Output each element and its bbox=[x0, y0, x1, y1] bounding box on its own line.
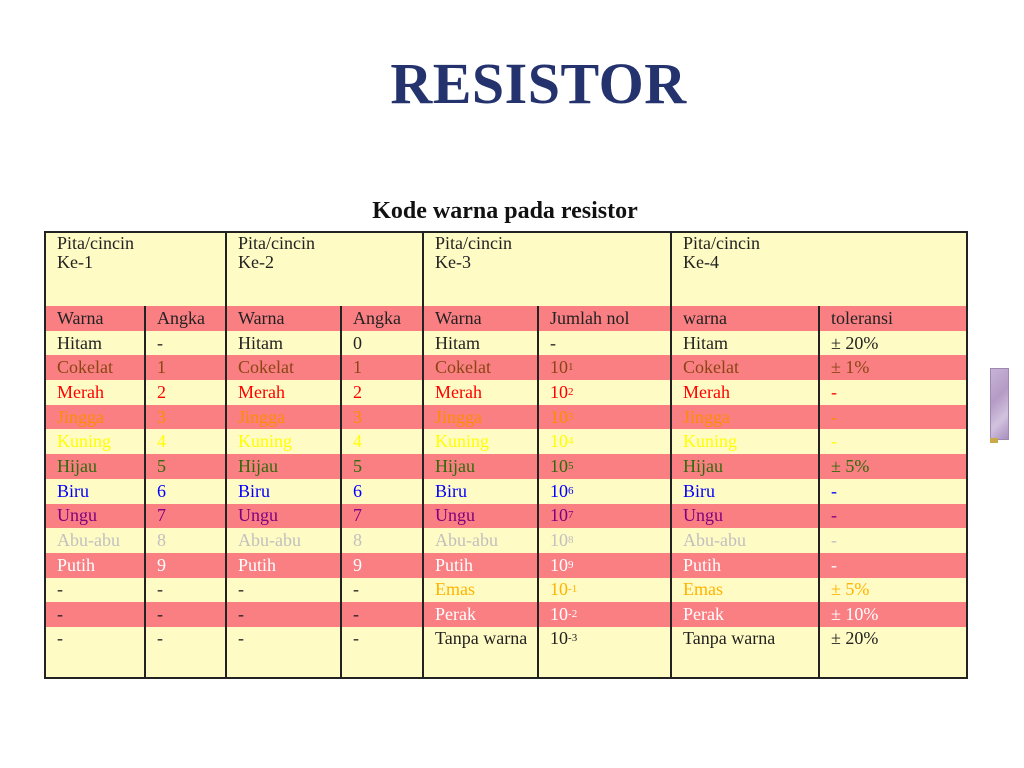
table-cell bbox=[45, 504, 145, 529]
table-cell bbox=[45, 429, 145, 454]
cell-text: Hijau bbox=[435, 456, 476, 477]
column-header: Angka bbox=[145, 306, 226, 331]
column-header: Warna bbox=[45, 306, 145, 331]
band-group-3 bbox=[423, 232, 671, 306]
table-cell bbox=[45, 355, 145, 380]
table-cell bbox=[423, 405, 538, 430]
cell-text: Tanpa warna bbox=[435, 627, 528, 648]
table-cell bbox=[341, 355, 423, 380]
table-cell bbox=[671, 479, 819, 504]
table-cell bbox=[145, 602, 226, 627]
cell-text: Kuning bbox=[435, 431, 490, 452]
table-cell bbox=[341, 578, 423, 603]
cell-text: Ungu bbox=[683, 505, 724, 526]
cell-text: Merah bbox=[238, 381, 285, 402]
table-cell bbox=[538, 528, 671, 553]
cell-text: - bbox=[353, 579, 360, 600]
table-cell bbox=[226, 602, 341, 627]
table-cell bbox=[819, 429, 967, 454]
table-cell bbox=[819, 331, 967, 356]
table-row bbox=[45, 355, 967, 380]
table-cell bbox=[423, 578, 538, 603]
table-cell bbox=[423, 627, 538, 678]
table-cell bbox=[423, 553, 538, 578]
cell-text: Putih bbox=[238, 554, 277, 575]
table-cell bbox=[538, 331, 671, 356]
cell-text: - bbox=[831, 480, 838, 501]
cell-text: 3 bbox=[157, 406, 166, 427]
table-cell bbox=[819, 627, 967, 678]
table-cell bbox=[819, 405, 967, 430]
table-cell bbox=[538, 553, 671, 578]
cell-text: Tanpa warna bbox=[683, 627, 776, 648]
table-cell bbox=[341, 380, 423, 405]
table-row bbox=[45, 454, 967, 479]
cell-text: 5 bbox=[353, 456, 363, 477]
cell-text: Hijau bbox=[683, 456, 724, 477]
table-row bbox=[45, 479, 967, 504]
exponent: -2 bbox=[568, 608, 578, 621]
cell-text: ± 20% bbox=[831, 332, 879, 353]
table-cell bbox=[538, 355, 671, 380]
table-cell bbox=[145, 553, 226, 578]
cell-text: - bbox=[157, 332, 163, 353]
table-cell bbox=[145, 479, 226, 504]
cell-text: ± 1% bbox=[831, 357, 870, 378]
cell-text: Biru bbox=[435, 480, 468, 501]
band-group-3-line2: Ke-3 bbox=[435, 251, 472, 272]
cell-text: Cokelat bbox=[435, 357, 492, 378]
column-header: Warna bbox=[226, 306, 341, 331]
table-cell bbox=[671, 578, 819, 603]
table-cell bbox=[819, 355, 967, 380]
table-cell bbox=[341, 331, 423, 356]
table-cell bbox=[423, 355, 538, 380]
exponent: 4 bbox=[568, 435, 574, 448]
slide-title: RESISTOR bbox=[390, 51, 687, 116]
table-cell bbox=[145, 528, 226, 553]
band-group-4 bbox=[671, 232, 967, 306]
exponent: -1 bbox=[568, 583, 578, 596]
band-group-2-line2: Ke-2 bbox=[238, 251, 274, 272]
table-cell bbox=[145, 578, 226, 603]
cell-text: Kuning bbox=[238, 431, 293, 452]
cell-text: 9 bbox=[353, 554, 363, 575]
cell-text: - bbox=[831, 505, 838, 526]
cell-text: Emas bbox=[683, 579, 724, 600]
table-cell bbox=[45, 578, 145, 603]
exponent: 5 bbox=[568, 460, 574, 473]
cell-text: 6 bbox=[157, 480, 166, 501]
cell-text: Cokelat bbox=[57, 357, 113, 378]
table-cell bbox=[538, 504, 671, 529]
cell-text: 10 bbox=[550, 530, 569, 551]
table-cell bbox=[226, 578, 341, 603]
cell-text: Kuning bbox=[57, 431, 111, 452]
table-cell bbox=[45, 380, 145, 405]
cell-text: 10 bbox=[550, 579, 569, 600]
cell-text: 4 bbox=[353, 431, 363, 452]
cell-text: ± 5% bbox=[831, 456, 870, 477]
table-cell bbox=[671, 602, 819, 627]
cell-text: Kuning bbox=[683, 431, 738, 452]
cell-text: Merah bbox=[683, 381, 731, 402]
cell-text: - bbox=[57, 604, 63, 625]
cell-text: - bbox=[57, 627, 63, 648]
cell-text: 5 bbox=[157, 456, 166, 477]
table-row bbox=[45, 578, 967, 603]
table-cell bbox=[45, 627, 145, 678]
thumbnail-marker-icon bbox=[990, 438, 998, 443]
cell-text: Abu-abu bbox=[238, 530, 301, 551]
table-cell bbox=[423, 504, 538, 529]
cell-text: - bbox=[831, 381, 838, 402]
table-cell bbox=[538, 405, 671, 430]
cell-text: Biru bbox=[238, 480, 271, 501]
table-row bbox=[45, 504, 967, 529]
cell-text: - bbox=[550, 332, 557, 353]
cell-text: 0 bbox=[353, 332, 363, 353]
table-cell bbox=[145, 429, 226, 454]
table-cell bbox=[423, 528, 538, 553]
cell-text: ± 20% bbox=[831, 627, 879, 648]
cell-text: Emas bbox=[435, 579, 476, 600]
table-cell bbox=[671, 504, 819, 529]
cell-text: - bbox=[238, 604, 245, 625]
cell-text: - bbox=[238, 627, 245, 648]
cell-text: 10 bbox=[550, 480, 569, 501]
column-header: Angka bbox=[341, 306, 423, 331]
table-cell bbox=[341, 504, 423, 529]
cell-text: - bbox=[157, 579, 163, 600]
table-cell bbox=[423, 429, 538, 454]
table-cell bbox=[423, 602, 538, 627]
table-cell bbox=[145, 627, 226, 678]
cell-text: Biru bbox=[57, 480, 90, 501]
cell-text: Hitam bbox=[238, 332, 284, 353]
table-cell bbox=[819, 578, 967, 603]
cell-text: 1 bbox=[353, 357, 363, 378]
table-cell bbox=[423, 380, 538, 405]
band-group-4-line1: Pita/cincin bbox=[683, 233, 761, 253]
table-cell bbox=[226, 405, 341, 430]
cell-text: Hijau bbox=[238, 456, 279, 477]
table-cell bbox=[423, 479, 538, 504]
table-cell bbox=[538, 627, 671, 678]
table-cell bbox=[671, 429, 819, 454]
band-group-4-line2: Ke-4 bbox=[683, 251, 720, 272]
exponent: 1 bbox=[568, 361, 574, 374]
table-cell bbox=[671, 331, 819, 356]
table-cell bbox=[341, 602, 423, 627]
cell-text: Merah bbox=[57, 381, 104, 402]
cell-text: 10 bbox=[550, 554, 569, 575]
cell-text: 8 bbox=[353, 530, 363, 551]
cell-text: ± 10% bbox=[831, 604, 879, 625]
exponent: 7 bbox=[568, 509, 574, 522]
cell-text: Jingga bbox=[435, 406, 483, 427]
cell-text: Merah bbox=[435, 381, 483, 402]
table-cell bbox=[538, 380, 671, 405]
cell-text: Putih bbox=[683, 554, 722, 575]
table-cell bbox=[145, 405, 226, 430]
cell-text: 7 bbox=[157, 505, 166, 526]
table-cell bbox=[226, 380, 341, 405]
cell-text: - bbox=[831, 431, 838, 452]
table-cell bbox=[45, 405, 145, 430]
cell-text: Abu-abu bbox=[435, 530, 499, 551]
table-cell bbox=[45, 553, 145, 578]
table-cell bbox=[341, 454, 423, 479]
table-cell bbox=[145, 454, 226, 479]
cell-text: 9 bbox=[157, 554, 166, 575]
cell-text: 10 bbox=[550, 627, 569, 648]
table-cell bbox=[671, 553, 819, 578]
cell-text: - bbox=[353, 627, 360, 648]
table-cell bbox=[226, 553, 341, 578]
table-cell bbox=[538, 429, 671, 454]
table-cell bbox=[819, 504, 967, 529]
table-cell bbox=[226, 627, 341, 678]
table-cell bbox=[226, 429, 341, 454]
table-cell bbox=[341, 627, 423, 678]
cell-text: 2 bbox=[353, 381, 363, 402]
table-cell bbox=[145, 355, 226, 380]
cell-text: 2 bbox=[157, 381, 166, 402]
cell-text: - bbox=[831, 406, 838, 427]
cell-text: Perak bbox=[683, 604, 725, 625]
table-cell bbox=[226, 479, 341, 504]
column-header: Jumlah nol bbox=[538, 306, 671, 331]
table-cell bbox=[538, 602, 671, 627]
table-cell bbox=[671, 405, 819, 430]
table-cell bbox=[538, 578, 671, 603]
table-cell bbox=[538, 479, 671, 504]
cell-text: - bbox=[157, 604, 163, 625]
cell-text: Hijau bbox=[57, 456, 97, 477]
cell-text: Biru bbox=[683, 480, 716, 501]
cell-text: Hitam bbox=[57, 332, 102, 353]
cell-text: Jingga bbox=[238, 406, 286, 427]
cell-text: 10 bbox=[550, 406, 569, 427]
table-row bbox=[45, 627, 967, 678]
table-cell bbox=[538, 454, 671, 479]
cell-text: Abu-abu bbox=[57, 530, 120, 551]
column-header-row bbox=[45, 306, 967, 331]
column-header: toleransi bbox=[819, 306, 967, 331]
cell-text: 10 bbox=[550, 381, 569, 402]
exponent: 2 bbox=[568, 385, 574, 398]
table-row bbox=[45, 405, 967, 430]
cell-text: Hitam bbox=[435, 332, 481, 353]
cell-text: 10 bbox=[550, 505, 569, 526]
cell-text: 8 bbox=[157, 530, 166, 551]
cell-text: 10 bbox=[550, 431, 569, 452]
table-cell bbox=[819, 380, 967, 405]
band-group-header-row bbox=[45, 232, 967, 306]
band-group-3-line1: Pita/cincin bbox=[435, 233, 513, 253]
band-group-1-line1: Pita/cincin bbox=[57, 233, 134, 253]
table-cell bbox=[226, 504, 341, 529]
cell-text: 6 bbox=[353, 480, 363, 501]
table-row bbox=[45, 602, 967, 627]
exponent: 3 bbox=[568, 410, 574, 423]
cell-text: 10 bbox=[550, 357, 569, 378]
cell-text: 10 bbox=[550, 456, 569, 477]
table-cell bbox=[45, 331, 145, 356]
band-group-1 bbox=[45, 232, 226, 306]
cell-text: - bbox=[238, 579, 245, 600]
table-cell bbox=[226, 528, 341, 553]
band-group-1-line2: Ke-1 bbox=[57, 251, 93, 272]
table-row bbox=[45, 528, 967, 553]
cell-text: 1 bbox=[157, 357, 166, 378]
cell-text: Ungu bbox=[238, 505, 279, 526]
exponent: 6 bbox=[568, 484, 574, 497]
table-row bbox=[45, 553, 967, 578]
exponent: 9 bbox=[568, 558, 574, 571]
table-row bbox=[45, 331, 967, 356]
cell-text: - bbox=[831, 554, 838, 575]
band-group-2-line1: Pita/cincin bbox=[238, 233, 315, 253]
table-cell bbox=[45, 479, 145, 504]
cell-text: Ungu bbox=[435, 505, 476, 526]
cell-text: 3 bbox=[353, 406, 363, 427]
table-cell bbox=[423, 454, 538, 479]
cell-text: Abu-abu bbox=[683, 530, 747, 551]
column-header: warna bbox=[671, 306, 819, 331]
table-cell bbox=[671, 627, 819, 678]
exponent: -3 bbox=[568, 631, 578, 644]
cell-text: - bbox=[157, 627, 163, 648]
table-cell bbox=[819, 602, 967, 627]
table-cell bbox=[341, 429, 423, 454]
table-cell bbox=[145, 380, 226, 405]
table-cell bbox=[145, 331, 226, 356]
cell-text: Cokelat bbox=[683, 357, 740, 378]
table-cell bbox=[819, 553, 967, 578]
slide-thumbnail-strip[interactable] bbox=[990, 368, 1009, 440]
cell-text: 10 bbox=[550, 604, 569, 625]
table-cell bbox=[671, 528, 819, 553]
table-cell bbox=[45, 528, 145, 553]
table-cell bbox=[671, 355, 819, 380]
table-cell bbox=[45, 454, 145, 479]
table-cell bbox=[226, 454, 341, 479]
table-caption: Kode warna pada resistor bbox=[372, 198, 638, 224]
cell-text: Putih bbox=[435, 554, 474, 575]
table-cell bbox=[226, 355, 341, 380]
table-cell bbox=[341, 528, 423, 553]
cell-text: Putih bbox=[57, 554, 96, 575]
table-cell bbox=[341, 405, 423, 430]
table-cell bbox=[145, 504, 226, 529]
cell-text: Jingga bbox=[683, 406, 731, 427]
table-cell bbox=[45, 602, 145, 627]
table-cell bbox=[819, 479, 967, 504]
cell-text: 4 bbox=[157, 431, 166, 452]
column-header: Warna bbox=[423, 306, 538, 331]
cell-text: - bbox=[57, 579, 63, 600]
cell-text: ± 5% bbox=[831, 579, 870, 600]
resistor-color-code-table bbox=[44, 231, 968, 679]
table-cell bbox=[341, 553, 423, 578]
table-row bbox=[45, 380, 967, 405]
table-cell bbox=[341, 479, 423, 504]
cell-text: Cokelat bbox=[238, 357, 295, 378]
cell-text: Perak bbox=[435, 604, 477, 625]
table-row bbox=[45, 429, 967, 454]
cell-text: Ungu bbox=[57, 505, 97, 526]
cell-text: Hitam bbox=[683, 332, 729, 353]
table-cell bbox=[671, 380, 819, 405]
table-cell bbox=[819, 528, 967, 553]
table-cell bbox=[671, 454, 819, 479]
cell-text: - bbox=[353, 604, 360, 625]
cell-text: Jingga bbox=[57, 406, 104, 427]
cell-text: 7 bbox=[353, 505, 363, 526]
table-cell bbox=[819, 454, 967, 479]
exponent: 8 bbox=[568, 534, 574, 547]
table-cell bbox=[423, 331, 538, 356]
table-cell bbox=[226, 331, 341, 356]
band-group-2 bbox=[226, 232, 423, 306]
cell-text: - bbox=[831, 530, 838, 551]
